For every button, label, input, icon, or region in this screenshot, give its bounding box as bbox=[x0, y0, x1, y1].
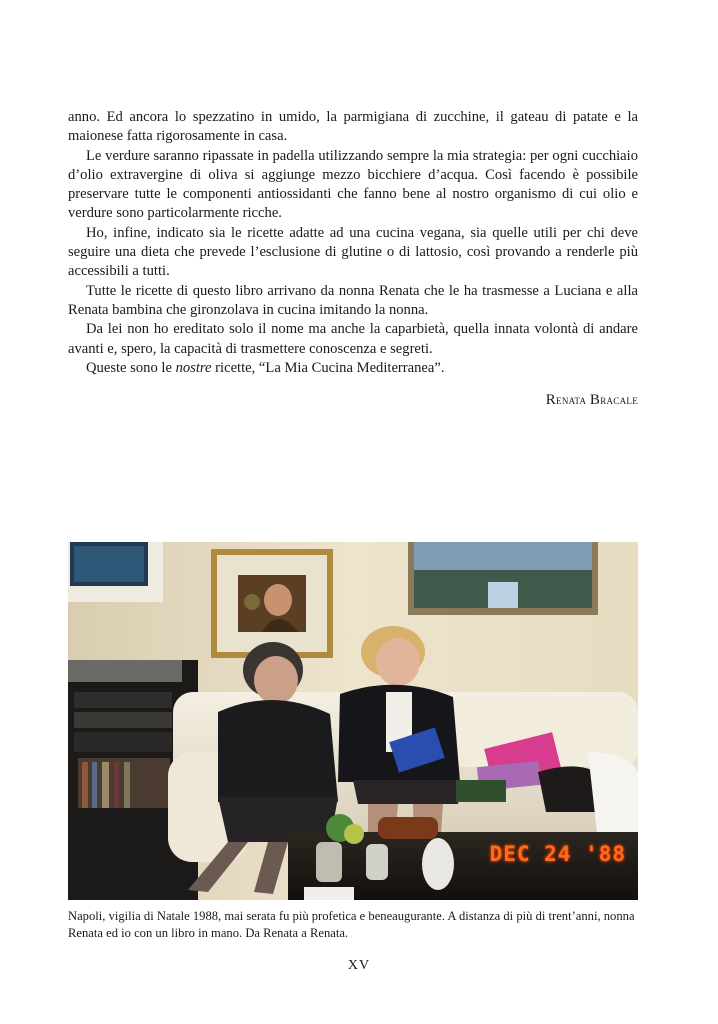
paragraph-4: Tutte le ricette di questo libro arrivano da nonna Renata che le ha trasmesse a Luciana e alla Renata bambina che gironzolava in cucina imitando la nonna. bbox=[68, 282, 638, 318]
paragraph-1: anno. Ed ancora lo spezzatino in umido, la parmigiana di zucchine, il gateau di patate e la maionese fatta rigorosamente in casa. bbox=[68, 109, 638, 145]
signature-first-initial: R bbox=[545, 392, 557, 408]
paragraph-3: Ho, infine, indicato sia le ricette adatte ad una cucina vegana, sia quelle utili per chi deve seguire una dieta che prevede l’esclusione di glutine o di lattosio, così provando a renderle più accessibili a tutti. bbox=[68, 224, 638, 280]
paragraph-6 bbox=[68, 359, 638, 378]
paragraph-6-end: ricette, “La Mia Cucina Mediterranea”. bbox=[211, 359, 445, 376]
photo-caption: Napoli, vigilia di Natale 1988, mai serata fu più profetica e beneaugurante. A distanza di più di trent’anni, nonna Renata ed io con un libro in mano. Da Renata a Renata. bbox=[68, 909, 635, 940]
page-number: XV bbox=[347, 958, 371, 973]
author-signature bbox=[546, 392, 638, 409]
paragraph-6-emphasis: nostre bbox=[175, 359, 212, 376]
signature-last-rest: racale bbox=[600, 392, 638, 407]
body-text bbox=[68, 108, 638, 378]
paragraph-5: Da lei non ho ereditato solo il nome ma anche la caparbietà, quella innata volontà di andare avanti e, spero, la capacità di trasmettere conoscenza e segreti. bbox=[68, 321, 638, 357]
paragraph-2: Le verdure saranno ripassate in padella utilizzando sempre la mia strategia: per ogni cucchiaio d’olio extravergine di oliva si aggiunge mezzo bicchiere d’acqua. Così facendo è possibile preservare tutte le componenti antiossidanti che fanno bene al nostro organismo di cui olio e verdure sono particolarmente ricche. bbox=[68, 147, 638, 222]
signature-first-rest: enata bbox=[556, 392, 587, 407]
photo-date-stamp: DEC 24 '88 bbox=[489, 842, 626, 866]
family-photo bbox=[68, 542, 638, 900]
paragraph-6-start: Queste sono le bbox=[86, 359, 176, 376]
signature-last-initial: B bbox=[589, 392, 601, 408]
